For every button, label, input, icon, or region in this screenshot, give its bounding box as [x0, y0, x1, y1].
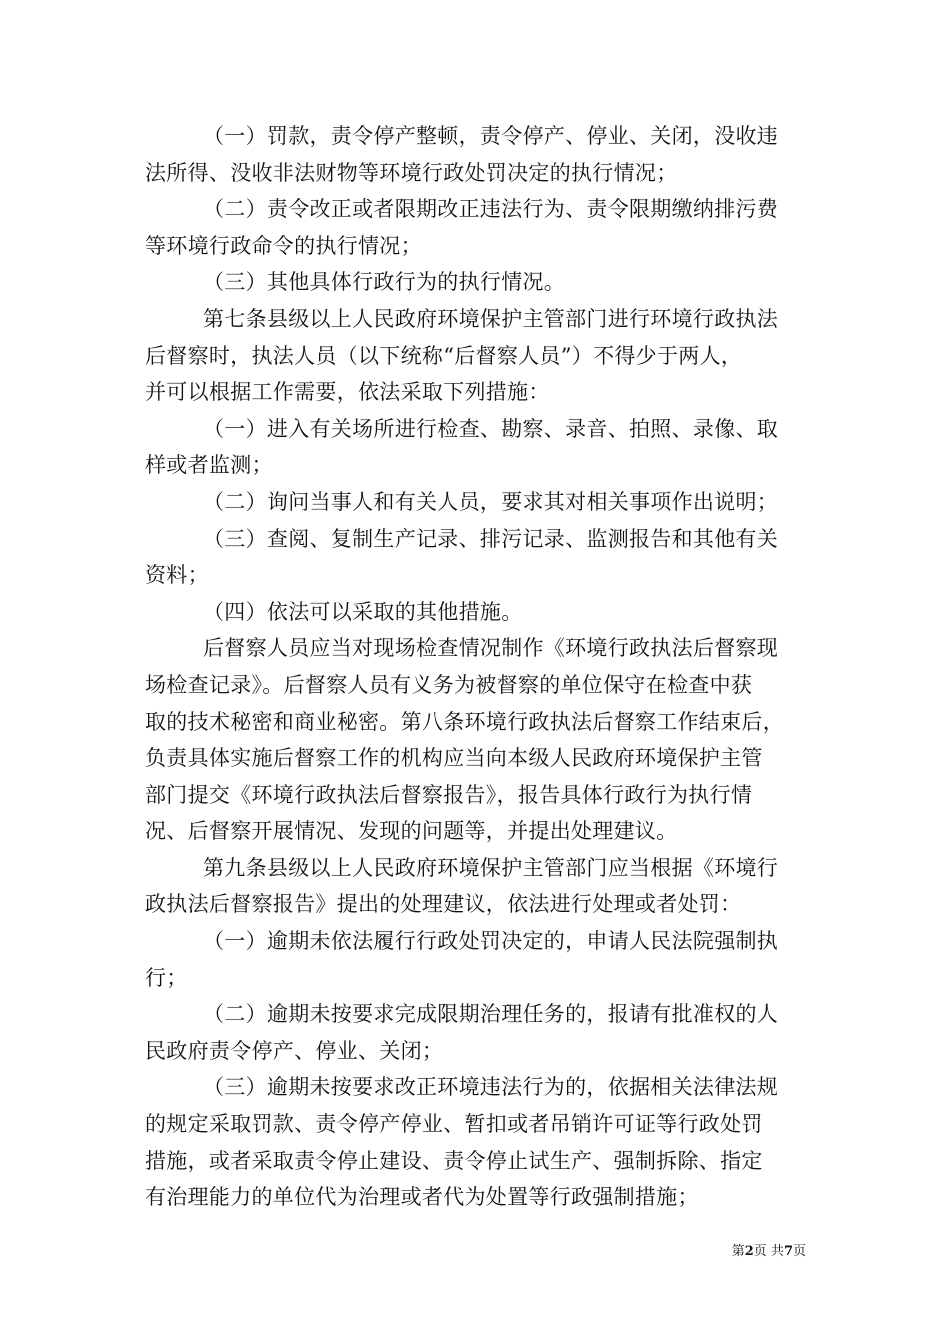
text-line: 部门提交《环境行政执法后督察报告》，报告具体行政行为执行情 [145, 782, 753, 807]
text-line: 样或者监测； [145, 453, 273, 478]
text-line: 第九条县级以上人民政府环境保护主管部门应当根据《环境行 [203, 855, 779, 880]
text-line: （三）其他具体行政行为的执行情况。 [203, 270, 566, 295]
text-line: 法所得、没收非法财物等环境行政处罚决定的执行情况； [145, 160, 678, 185]
text-line: 并可以根据工作需要，依法采取下列措施： [145, 380, 550, 405]
text-line: （二）询问当事人和有关人员，要求其对相关事项作出说明； [203, 489, 779, 514]
text-line: （一）逾期未依法履行行政处罚决定的，申请人民法院强制执 [203, 929, 779, 954]
document-body [145, 118, 807, 1216]
text-line: 措施，或者采取责令停止建设、责令停止试生产、强制拆除、指定 [145, 1148, 763, 1173]
text-line: （三）逾期未按要求改正环境违法行为的，依据相关法律法规 [203, 1075, 779, 1100]
total-page-count: 7 [783, 1244, 793, 1259]
text-line: 的规定采取罚款、责令停产停业、暂扣或者吊销许可证等行政处罚 [145, 1112, 763, 1137]
footer-prefix: 第 [731, 1244, 745, 1259]
footer-suffix: 页 [792, 1244, 806, 1259]
text-line: （四）依法可以采取的其他措施。 [203, 599, 523, 624]
text-line: 等环境行政命令的执行情况； [145, 233, 422, 258]
text-line: 后督察人员应当对现场检查情况制作《环境行政执法后督察现 [203, 636, 779, 661]
text-line: 场检查记录》。后督察人员有义务为被督察的单位保守在检查中获 [145, 672, 753, 697]
text-line: 政执法后督察报告》提出的处理建议，依法进行处理或者处罚： [145, 892, 742, 917]
text-line: （三）查阅、复制生产记录、排污记录、监测报告和其他有关 [203, 526, 779, 551]
text-line: 有治理能力的单位代为治理或者代为处置等行政强制措施； [145, 1185, 699, 1210]
text-line: （二）逾期未按要求完成限期治理任务的，报请有批准权的人 [203, 1002, 779, 1027]
current-page-number: 2 [744, 1244, 754, 1259]
text-line: 况、后督察开展情况、发现的问题等，并提出处理建议。 [145, 819, 678, 844]
text-line: （一）罚款，责令停产整顿，责令停产、停业、关闭，没收违 [203, 124, 779, 148]
text-line: （一）进入有关场所进行检查、勘察、录音、拍照、录像、取 [203, 416, 779, 441]
text-line: 负责具体实施后督察工作的机构应当向本级人民政府环境保护主管 [145, 746, 763, 771]
text-line: 取的技术秘密和商业秘密。第八条环境行政执法后督察工作结束后， [145, 709, 784, 734]
text-line: 第七条县级以上人民政府环境保护主管部门进行环境行政执法 [203, 306, 779, 331]
footer-middle: 页 共 [753, 1244, 784, 1259]
page-footer [732, 1244, 806, 1260]
text-line: 后督察时，执法人员（以下统称“后督察人员”）不得少于两人， [145, 343, 743, 368]
text-line: 行； [145, 965, 188, 990]
text-line: （二）责令改正或者限期改正违法行为、责令限期缴纳排污费 [203, 197, 779, 222]
text-line: 资料； [145, 563, 209, 588]
text-line: 民政府责令停产、停业、关闭； [145, 1038, 444, 1063]
